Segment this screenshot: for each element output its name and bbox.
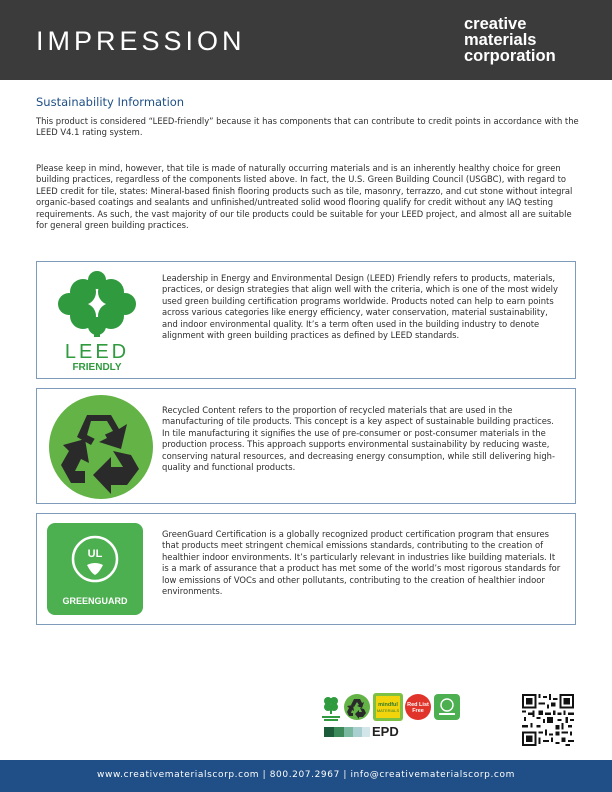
red-list-free-icon: [404, 693, 432, 721]
company-name-line-1: creative: [464, 15, 527, 33]
leed-friendly-card: [36, 261, 576, 379]
greenguard-mini-icon: [434, 694, 460, 720]
greenguard-description: GreenGuard Certification is a globally recognized product certification program that ensures that products meet stringent chemical emissions standards, contributing to the creation of healthier indoor environments. It’s particularly relevant in industries like building materials. It is a mark of assurance that a product has met some of the world’s most rigorous standards for low emissions of VOCs and other pollutants, contributing to the creation of healthier indoor environments.: [162, 529, 561, 597]
leed-mini-icon: [320, 694, 342, 722]
svg-text:Free: Free: [412, 708, 424, 714]
epd-bars-icon: [324, 727, 370, 737]
page-header: [0, 0, 612, 80]
leed-description: Leadership in Energy and Environmental Design (LEED) Friendly refers to products, materials, practices, or design strategies that align well with the criteria, which is one of the most widely used green building certification programs worldwide. Products noted can help to earn points across various categories like energy efficiency, water conservation, material sustainability, and indoor environmental quality. It’s a term often used in the building industry to denote alignment with green building practices as defined by LEED standards.: [162, 273, 558, 341]
greenguard-card: [36, 513, 576, 625]
greenguard-ul-icon: [47, 523, 143, 593]
qr-code-icon: [522, 694, 574, 746]
svg-text:mindful: mindful: [378, 702, 398, 708]
company-name-line-3: corporation: [464, 47, 556, 65]
recycled-content-card: [36, 388, 576, 504]
clover-icon: [47, 270, 147, 372]
greenguard-logo-word: GREENGUARD: [62, 596, 128, 606]
greenguard-logo: [47, 523, 143, 615]
svg-text:MATERIALS: MATERIALS: [376, 708, 400, 713]
brand-logo: IMPRESSION: [36, 26, 246, 56]
mindful-materials-icon: [373, 693, 403, 721]
recycled-description: Recycled Content refers to the proportion of recycled materials that are used in the manufacturing of tile products. This concept is a key aspect of sustainable building practices. In tile manufacturing it signifies the use of pre-consumer or post-consumer materials in the production process. This approach supports environmental sustainability by reducing waste, conserving natural resources, and decreasing energy consumption, while still delivering high-quality and functional products.: [162, 405, 555, 473]
company-logo: [464, 16, 556, 64]
intro-paragraph-2: Please keep in mind, however, that tile is made of naturally occurring materials and is an inherently healthy choice for green building practices, regardless of the components listed above. In fact, the U.S. Green Building Council (USGBC), with regard to LEED credit for tile, states: Mineral-based finish flooring products such as tile, masonry, terrazzo, and cut stone without integral organic-based coatings and sealants and unfinished/untreated solid wood flooring qualify for credit without any IAQ testing requirements. As such, the vast majority of our tile products could be suitable for your LEED project, and almost all are suitable for general green building practices.: [36, 163, 573, 231]
recycle-mini-icon: [343, 693, 371, 721]
recycle-icon: [47, 393, 155, 501]
leed-logo-word: LEED: [64, 341, 130, 363]
page-footer: [0, 760, 612, 792]
ul-mark: UL: [87, 548, 103, 560]
svg-text:Red List: Red List: [407, 702, 429, 708]
footer-contact[interactable]: www.creativematerialscorp.com | 800.207.2967 | info@creativematerialscorp.com: [97, 770, 515, 780]
friendly-logo-word: FRIENDLY: [72, 362, 122, 372]
epd-label: EPD: [372, 724, 399, 739]
intro-paragraph-1: This product is considered “LEED-friendly” because it has components that can contribute to credit points in accordance with the LEED V4.1 rating system.: [36, 116, 579, 138]
section-title: Sustainability Information: [36, 95, 185, 109]
company-name-line-2: materials: [464, 31, 537, 49]
